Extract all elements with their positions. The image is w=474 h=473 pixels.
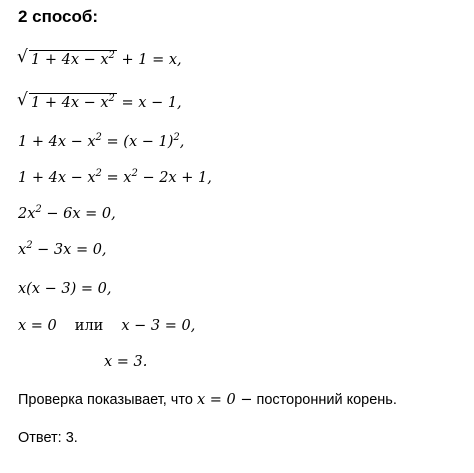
equation-step-7: x(x − 3) = 0, xyxy=(18,281,112,297)
equation-step-9: x = 3. xyxy=(104,354,148,370)
equation-step-5: $2x^2 - 6x = 0$, xyxy=(18,204,116,222)
answer-line: Ответ: 3. xyxy=(18,430,78,446)
square-root: √ $1 + 4x - x^2$ xyxy=(17,47,115,68)
equation-step-8: x = 0 или x − 3 = 0, xyxy=(18,318,196,334)
equation-step-6: $x^2 - 3x = 0$, xyxy=(18,240,107,258)
square-root: √ $1 + 4x - x^2$ xyxy=(17,90,115,111)
method-heading: 2 способ: xyxy=(18,7,99,26)
check-sentence: Проверка показывает, что x = 0 − посторонний корень. xyxy=(18,392,397,408)
equation-step-4: $1 + 4x - x^2 = x^2 - 2x + 1$, xyxy=(18,168,212,186)
equation-step-2: √ $1 + 4x - x^2 = x - 1$, xyxy=(17,90,182,111)
equation-step-1: √ $1 + 4x - x^2 + 1 = x$, xyxy=(17,47,182,68)
equation-step-3: $1 + 4x - x^2 = (x - 1)^2$, xyxy=(18,132,185,150)
